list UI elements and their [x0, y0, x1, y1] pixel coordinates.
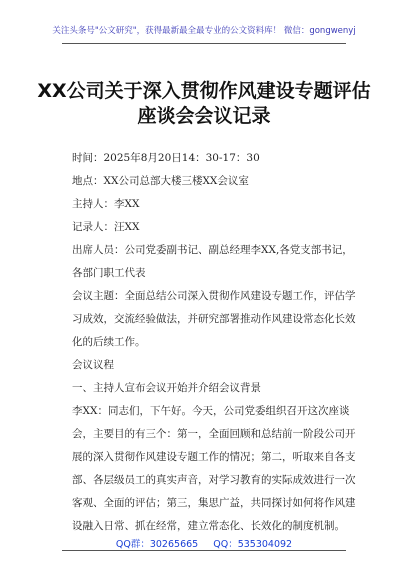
document-body [62, 147, 360, 538]
footer-divider [62, 550, 346, 551]
meeting-place: 地点：XX公司总部大楼三楼XX会议室 [72, 175, 249, 187]
footer-contact [0, 536, 408, 550]
agenda-item-one: 一、主持人宣布会议开始并介绍会议背景 [72, 382, 261, 394]
header-divider [62, 43, 346, 44]
host-speech: 李XX：同志们，下午好。今天，公司党委组织召开这次座谈会，主要目的有三个：第一，全面回顾和总结前一阶段公司开展的深入贯彻作风建设专题工作的情况；第二，听取来自各支部、各层级员工的真实声音，对学习教育的实际成效进行一次客观、全面的评估；第三，集思广益，共同探讨如何将作风建设融入日常、抓在经常，建立常态化、长效化的制度机制。 [72, 405, 356, 532]
agenda-heading: 会议议程 [72, 359, 114, 371]
meeting-attendees: 出席人员：公司党委副书记、副总经理李XX,各党支部书记，各部门职工代表 [72, 244, 353, 279]
header-banner: 关注头条号"公文研究"，获得最新最全最专业的公文资料库！ 微信：gongwenyj [52, 26, 356, 36]
meeting-recorder: 记录人：汪XX [72, 221, 140, 233]
meeting-topic: 会议主题：全面总结公司深入贯彻作风建设专题工作，评估学习成效，交流经验做法，并研究部署推动作风建设常态化长效化的后续工作。 [72, 290, 356, 348]
footer-qq: QQ：535304092 [213, 539, 293, 550]
footer-qq-group: QQ群：30265665 [115, 539, 199, 550]
document-title: XX公司关于深入贯彻作风建设专题评估座谈会会议记录 [37, 80, 371, 127]
meeting-host: 主持人：李XX [72, 198, 140, 210]
meeting-time: 时间：2025年8月20日14：30-17：30 [72, 152, 260, 164]
